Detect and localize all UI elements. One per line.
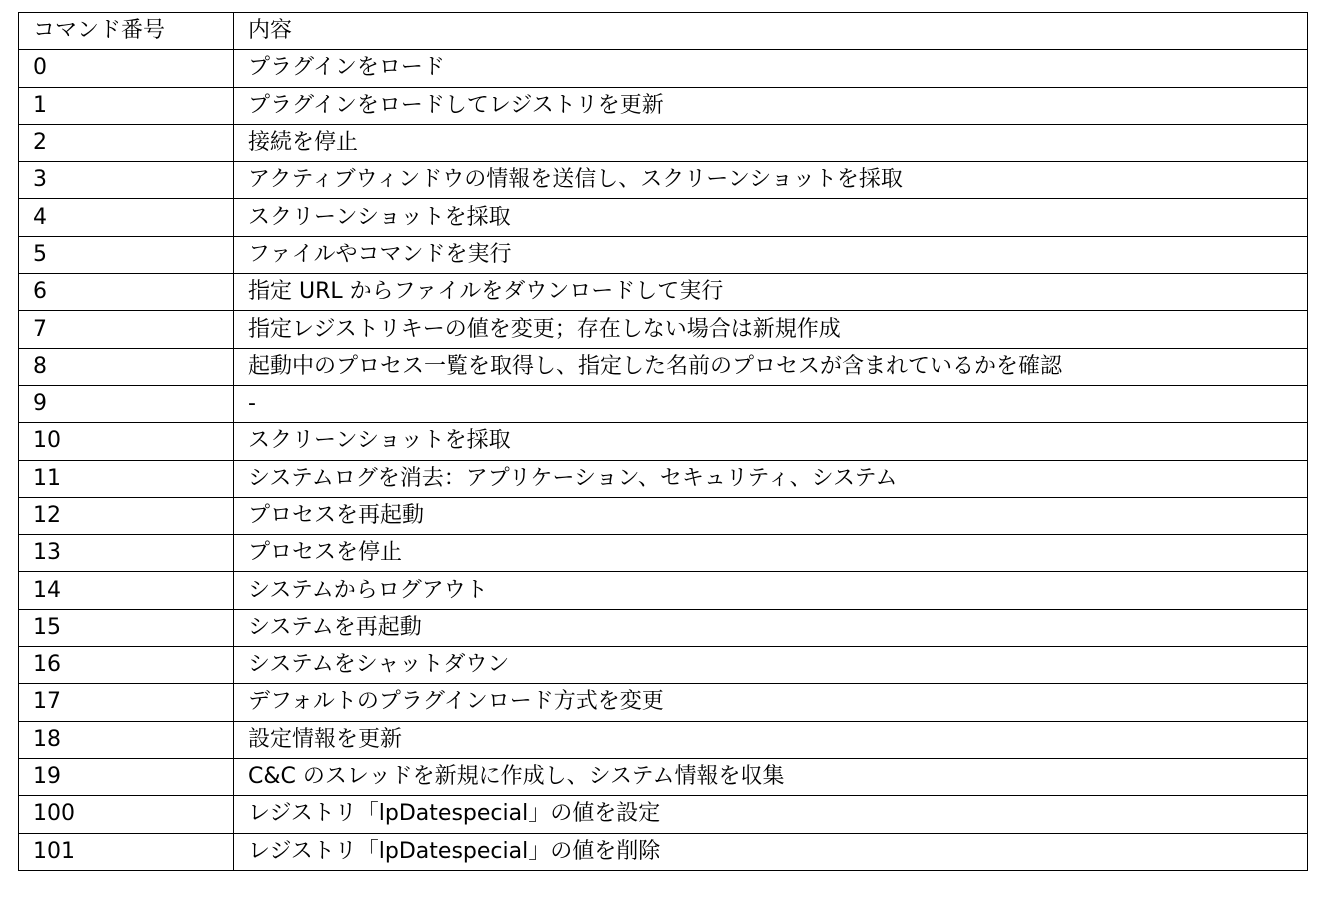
command-number-cell: 5 bbox=[19, 236, 234, 273]
command-content-cell: - bbox=[234, 385, 1308, 422]
table-row bbox=[19, 274, 1308, 311]
command-number-cell: 100 bbox=[19, 796, 234, 833]
table-row bbox=[19, 647, 1308, 684]
table-row bbox=[19, 124, 1308, 161]
command-number-cell: 12 bbox=[19, 497, 234, 534]
table-row bbox=[19, 833, 1308, 870]
command-content-cell: 指定レジストリキーの値を変更；存在しない場合は新規作成 bbox=[234, 311, 1308, 348]
command-number-cell: 10 bbox=[19, 423, 234, 460]
command-number-cell: 11 bbox=[19, 460, 234, 497]
command-number-cell: 15 bbox=[19, 609, 234, 646]
command-number-cell: 13 bbox=[19, 535, 234, 572]
table-row bbox=[19, 87, 1308, 124]
table-row bbox=[19, 236, 1308, 273]
command-number-cell: 19 bbox=[19, 758, 234, 795]
command-number-cell: 16 bbox=[19, 647, 234, 684]
command-content-cell: デフォルトのプラグインロード方式を変更 bbox=[234, 684, 1308, 721]
table-row bbox=[19, 497, 1308, 534]
command-content-cell: システムログを消去：アプリケーション、セキュリティ、システム bbox=[234, 460, 1308, 497]
table-row bbox=[19, 162, 1308, 199]
command-number-cell: 8 bbox=[19, 348, 234, 385]
command-content-cell: システムをシャットダウン bbox=[234, 647, 1308, 684]
table-row bbox=[19, 385, 1308, 422]
command-content-cell: 接続を停止 bbox=[234, 124, 1308, 161]
command-table bbox=[18, 12, 1308, 871]
command-content-cell: ファイルやコマンドを実行 bbox=[234, 236, 1308, 273]
command-number-cell: 7 bbox=[19, 311, 234, 348]
column-header-command-number: コマンド番号 bbox=[19, 13, 234, 50]
table-row bbox=[19, 684, 1308, 721]
table-row bbox=[19, 199, 1308, 236]
command-number-cell: 6 bbox=[19, 274, 234, 311]
command-content-cell: プラグインをロード bbox=[234, 50, 1308, 87]
table-row bbox=[19, 721, 1308, 758]
command-content-cell: プラグインをロードしてレジストリを更新 bbox=[234, 87, 1308, 124]
command-content-cell: プロセスを停止 bbox=[234, 535, 1308, 572]
command-content-cell: レジストリ「lpDatespecial」の値を削除 bbox=[234, 833, 1308, 870]
table-row bbox=[19, 535, 1308, 572]
table-row bbox=[19, 796, 1308, 833]
command-number-cell: 1 bbox=[19, 87, 234, 124]
command-content-cell: システムを再起動 bbox=[234, 609, 1308, 646]
command-content-cell: スクリーンショットを採取 bbox=[234, 423, 1308, 460]
table-row bbox=[19, 609, 1308, 646]
command-content-cell: アクティブウィンドウの情報を送信し、スクリーンショットを採取 bbox=[234, 162, 1308, 199]
command-content-cell: 設定情報を更新 bbox=[234, 721, 1308, 758]
command-content-cell: C&C のスレッドを新規に作成し、システム情報を収集 bbox=[234, 758, 1308, 795]
command-content-cell: プロセスを再起動 bbox=[234, 497, 1308, 534]
table-row bbox=[19, 460, 1308, 497]
command-content-cell: レジストリ「lpDatespecial」の値を設定 bbox=[234, 796, 1308, 833]
command-number-cell: 3 bbox=[19, 162, 234, 199]
command-number-cell: 14 bbox=[19, 572, 234, 609]
table-row bbox=[19, 423, 1308, 460]
command-number-cell: 18 bbox=[19, 721, 234, 758]
table-header-row bbox=[19, 13, 1308, 50]
command-table-body bbox=[19, 13, 1308, 871]
table-row bbox=[19, 572, 1308, 609]
table-row bbox=[19, 311, 1308, 348]
command-content-cell: 起動中のプロセス一覧を取得し、指定した名前のプロセスが含まれているかを確認 bbox=[234, 348, 1308, 385]
command-number-cell: 101 bbox=[19, 833, 234, 870]
command-content-cell: 指定 URL からファイルをダウンロードして実行 bbox=[234, 274, 1308, 311]
command-content-cell: システムからログアウト bbox=[234, 572, 1308, 609]
command-number-cell: 0 bbox=[19, 50, 234, 87]
table-row bbox=[19, 348, 1308, 385]
table-row bbox=[19, 758, 1308, 795]
command-number-cell: 2 bbox=[19, 124, 234, 161]
column-header-content: 内容 bbox=[234, 13, 1308, 50]
command-content-cell: スクリーンショットを採取 bbox=[234, 199, 1308, 236]
command-number-cell: 17 bbox=[19, 684, 234, 721]
command-number-cell: 9 bbox=[19, 385, 234, 422]
command-number-cell: 4 bbox=[19, 199, 234, 236]
table-row bbox=[19, 50, 1308, 87]
